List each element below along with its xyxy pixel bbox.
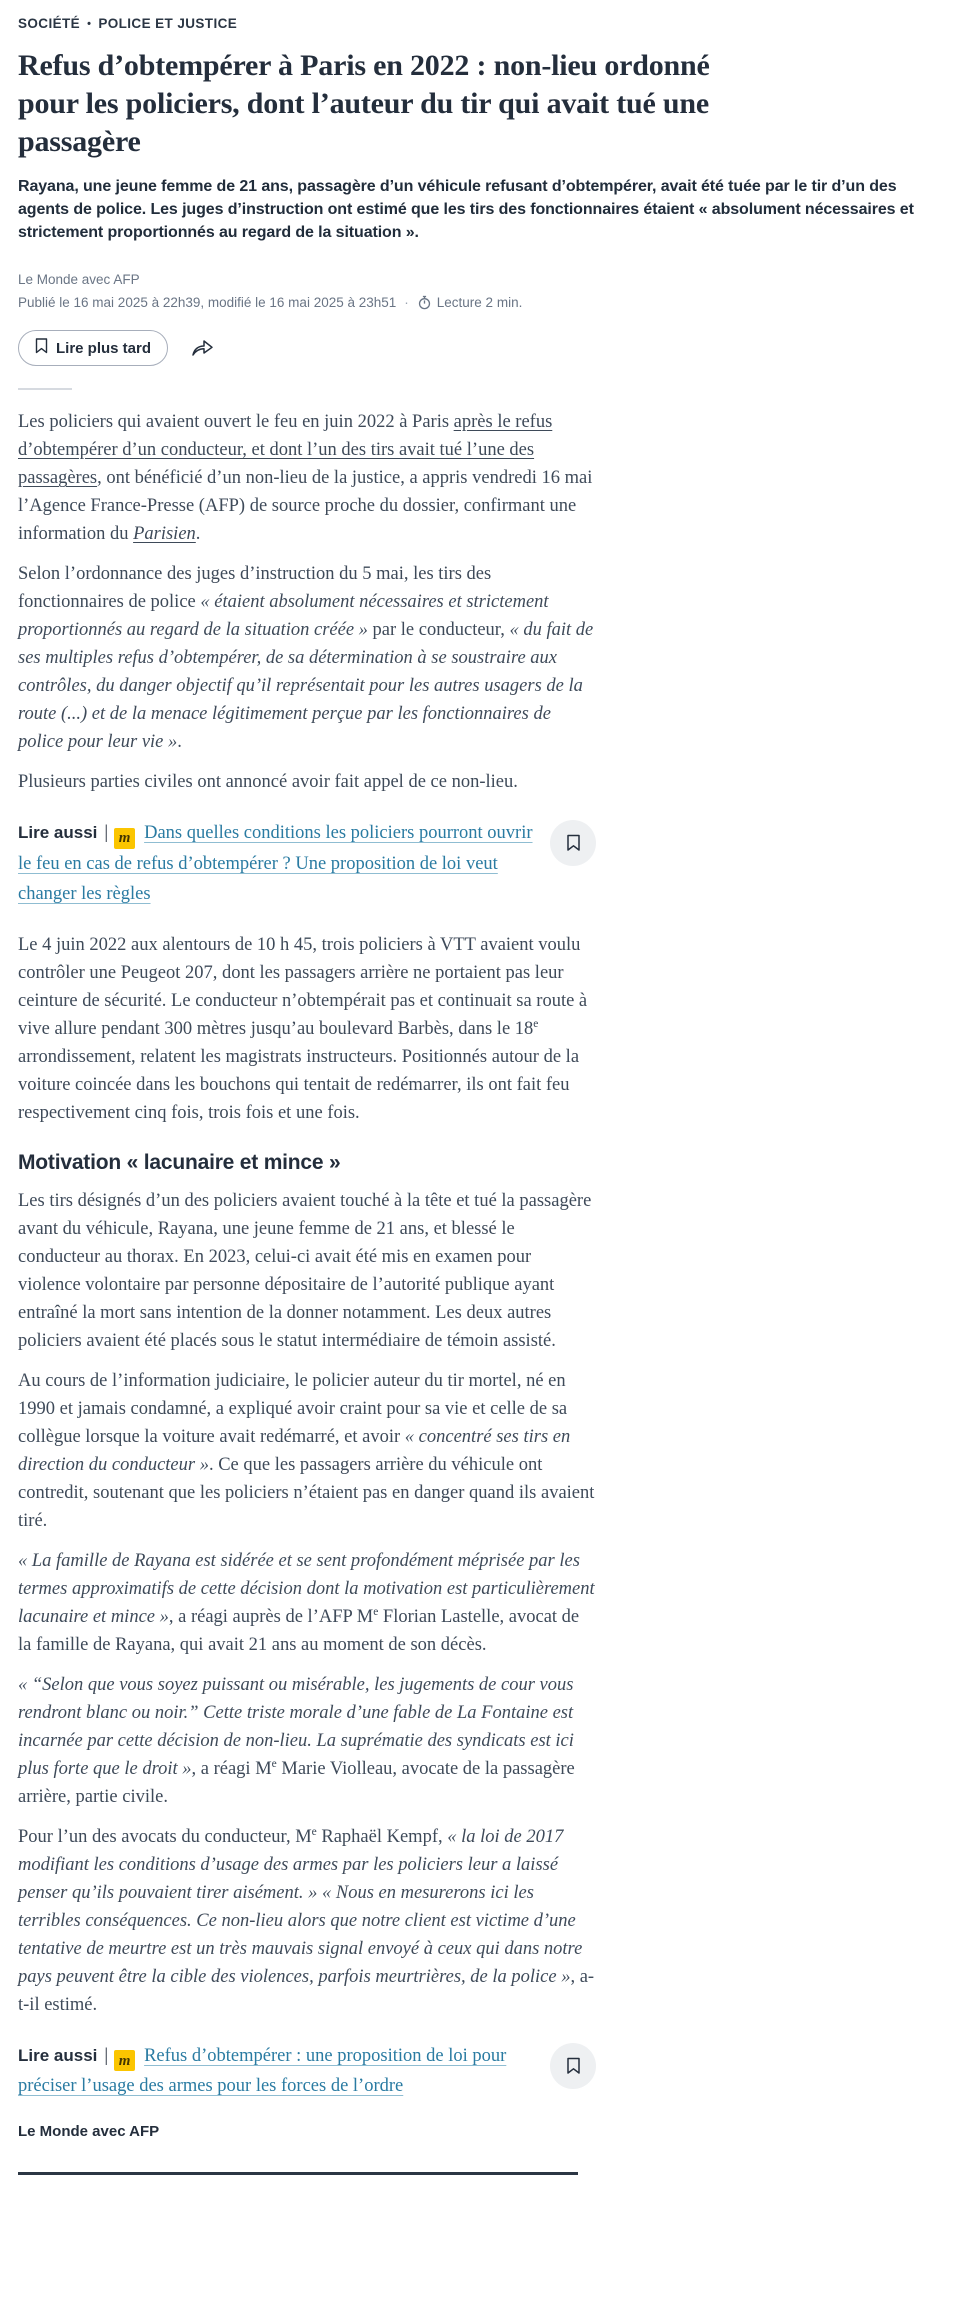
text-segment: Raphaël Kempf,	[316, 1826, 448, 1847]
article-body	[18, 408, 596, 2101]
text-segment: Florian Lastelle, avocat de la famille de Rayana, qui avait 21 ans au moment de son décès.	[18, 1606, 580, 1655]
breadcrumb-subsection-link[interactable]: POLICE ET JUSTICE	[98, 16, 238, 31]
text-segment: « “Selon que vous soyez puissant ou misérable, les jugements de cour vous rendront blanc ou noir.” Cette triste morale d’une fable de La Fontaine est incarnée par cette décision de non-lieu. La suprématie des syndicats est ici plus forte que le droit »	[18, 1674, 574, 1779]
article-paragraph	[18, 1547, 596, 1659]
text-segment: « du fait de ses multiples refus d’obtempérer, de sa détermination à se soustraire aux contrôles, du danger objectif qu’il représentait pour les autres usagers de la route (...) et de la menace légitimement perçue par les fonctionnaires de police pour leur vie »	[18, 620, 594, 752]
text-segment: .	[195, 524, 201, 544]
footer-byline: Le Monde avec AFP	[18, 2123, 160, 2140]
meta-separator: ·	[404, 295, 409, 310]
read-also-text	[18, 818, 536, 909]
article-paragraph	[18, 768, 596, 796]
text-segment: , a réagi M	[191, 1758, 272, 1779]
text-segment: , a réagi auprès de l’AFP M	[168, 1606, 374, 1627]
breadcrumb	[18, 16, 949, 31]
read-also-label: Lire aussi	[18, 2045, 98, 2065]
bottom-divider	[18, 2172, 578, 2175]
read-later-button[interactable]	[18, 330, 168, 366]
text-segment: Marie Violleau, avocate de la passagère arrière, partie civile.	[18, 1758, 575, 1807]
breadcrumb-section-link[interactable]: SOCIÉTÉ	[18, 16, 81, 31]
inline-link[interactable]: Parisien	[133, 524, 196, 544]
text-segment: . Ce que les passagers arrière du véhicule ont contredit, soutenant que les policiers n’étaient pas en danger quand ils avaient tiré.	[18, 1454, 595, 1531]
read-also-label: Lire aussi	[18, 823, 98, 842]
bookmark-button[interactable]	[550, 820, 596, 866]
read-also-link[interactable]: Refus d’obtempérer : une proposition de loi pour préciser l’usage des armes pour les forces de l’ordre	[18, 2045, 507, 2096]
text-segment: Pour l’un des avocats du conducteur, M	[18, 1826, 312, 1847]
share-icon	[190, 336, 216, 361]
top-divider	[18, 388, 72, 390]
read-also-link[interactable]: Dans quelles conditions les policiers pourront ouvrir le feu en cas de refus d’obtempérer ? Une proposition de loi veut changer les règles	[18, 823, 533, 904]
bookmark-button[interactable]	[550, 2043, 596, 2089]
text-segment: e	[533, 1017, 539, 1030]
text-segment: Au cours de l’information judiciaire, le policier auteur du tir mortel, né en 1990 et jamais condamné, a expliqué avoir craint pour sa vie et celle de sa collègue lorsque la voiture avait redémarré, et avoir	[18, 1370, 568, 1447]
bookmark-icon	[35, 338, 48, 358]
text-segment: arrondissement, relatent les magistrats instructeurs. Positionnés autour de la voiture coincée dans les bouchons qui tentait de redémarrer, ils ont fait feu respectivement cinq fois, trois fois et une fois.	[18, 1046, 580, 1123]
article-paragraph	[18, 1367, 596, 1535]
article-meta	[18, 295, 949, 310]
article-standfirst: Rayana, une jeune femme de 21 ans, passagère d’un véhicule refusant d’obtempérer, avait été tuée par le tir d’un des agents de police. Les juges d’instruction ont estimé que les tirs des fonctionnaires étaient « absolument nécessaires et strictement proportionnés au regard de la situation ».	[18, 178, 914, 241]
bookmark-icon	[566, 2057, 581, 2075]
text-segment: , a-t-il estimé.	[18, 1966, 595, 2015]
text-segment: Plusieurs parties civiles ont annoncé avoir fait appel de ce non-lieu.	[18, 772, 518, 792]
read-later-label: Lire plus tard	[56, 339, 152, 357]
article-paragraph	[18, 560, 596, 756]
text-segment: « La famille de Rayana est sidérée et se sent profondément méprisée par les termes approximatifs de cette décision dont la motivation est particulièrement lacunaire et mince »	[18, 1550, 595, 1627]
article-paragraph	[18, 408, 596, 548]
lemonde-m-icon: m	[114, 828, 135, 849]
article-paragraph	[18, 1187, 596, 1355]
stopwatch-icon	[417, 295, 432, 310]
article-paragraph	[18, 931, 596, 1127]
article-title: Refus d’obtempérer à Paris en 2022 : non-lieu ordonné pour les policiers, dont l’auteur du tir qui avait tué une passagère	[18, 49, 710, 158]
text-segment: Selon l’ordonnance des juges d’instruction du 5 mai, les tirs des fonctionnaires de police	[18, 564, 492, 612]
bookmark-icon	[566, 834, 581, 852]
text-segment: « étaient absolument nécessaires et strictement proportionnés au regard de la situation créée »	[18, 592, 549, 640]
article-paragraph	[18, 1823, 596, 2019]
text-segment: .	[177, 732, 182, 752]
reading-time: Lecture 2 min.	[436, 295, 523, 310]
text-segment: e	[271, 1757, 277, 1770]
text-segment: Les tirs désignés d’un des policiers avaient touché à la tête et tué la passagère avant du véhicule, Rayana, une jeune femme de 21 ans, et blessé le conducteur au thorax. En 2023, celui-ci avait été mis en examen pour violence volontaire par personne dépositaire de l’autorité publique ayant entraîné la mort sans intention de la donner notamment. Les deux autres policiers avaient été placés sous le statut intermédiaire de témoin assisté.	[18, 1190, 592, 1351]
text-segment: e	[311, 1825, 317, 1838]
text-segment: par le conducteur,	[367, 620, 510, 640]
section-heading: Motivation « lacunaire et mince »	[18, 1150, 341, 1174]
text-segment: « Nous en mesurerons ici les terribles conséquences. Ce non-lieu alors que notre client est victime d’une tentative de meurtre est un très mauvais signal envoyé à ceux qui dans notre pays peuvent être la cible des violences, parfois meurtrières, de la police »	[18, 1882, 583, 1987]
text-segment: Les policiers qui avaient ouvert le feu en juin 2022 à Paris	[18, 412, 454, 432]
inline-link[interactable]: après le refus d’obtempérer d’un conducteur, et dont l’un des tirs avait tué l’une des passagères	[18, 412, 553, 488]
article-byline: Le Monde avec AFP	[18, 272, 140, 287]
read-also-separator: |	[104, 2045, 109, 2066]
breadcrumb-separator: •	[87, 18, 92, 30]
text-segment: , ont bénéficié d’un non-lieu de la justice, a appris vendredi 16 mai l’Agence France-Presse (AFP) de source proche du dossier, confirmant une information du	[18, 468, 593, 544]
read-also-block	[18, 818, 596, 909]
read-also-text	[18, 2041, 536, 2102]
publish-dates: Publié le 16 mai 2025 à 22h39, modifié le 16 mai 2025 à 23h51	[18, 295, 397, 310]
share-button[interactable]	[188, 334, 218, 363]
read-also-block	[18, 2041, 596, 2102]
text-segment: Le 4 juin 2022 aux alentours de 10 h 45, trois policiers à VTT avaient voulu contrôler une Peugeot 207, dont les passagers arrière ne portaient pas leur ceinture de sécurité. Le conducteur n’obtempérait pas et continuait sa route à vive allure pendant 300 mètres jusqu’au boulevard Barbès, dans le 18	[18, 934, 588, 1039]
read-also-separator: |	[104, 823, 109, 843]
article-actions	[18, 330, 949, 366]
text-segment: « concentré ses tirs en direction du conducteur »	[18, 1426, 571, 1475]
article-paragraph	[18, 1671, 596, 1811]
text-segment: « la loi de 2017 modifiant les conditions d’usage des armes par les policiers leur a laissé penser qu’ils pouvaient tirer aisément. »	[18, 1826, 564, 1903]
lemonde-m-icon: m	[114, 2050, 135, 2071]
text-segment: e	[373, 1605, 379, 1618]
